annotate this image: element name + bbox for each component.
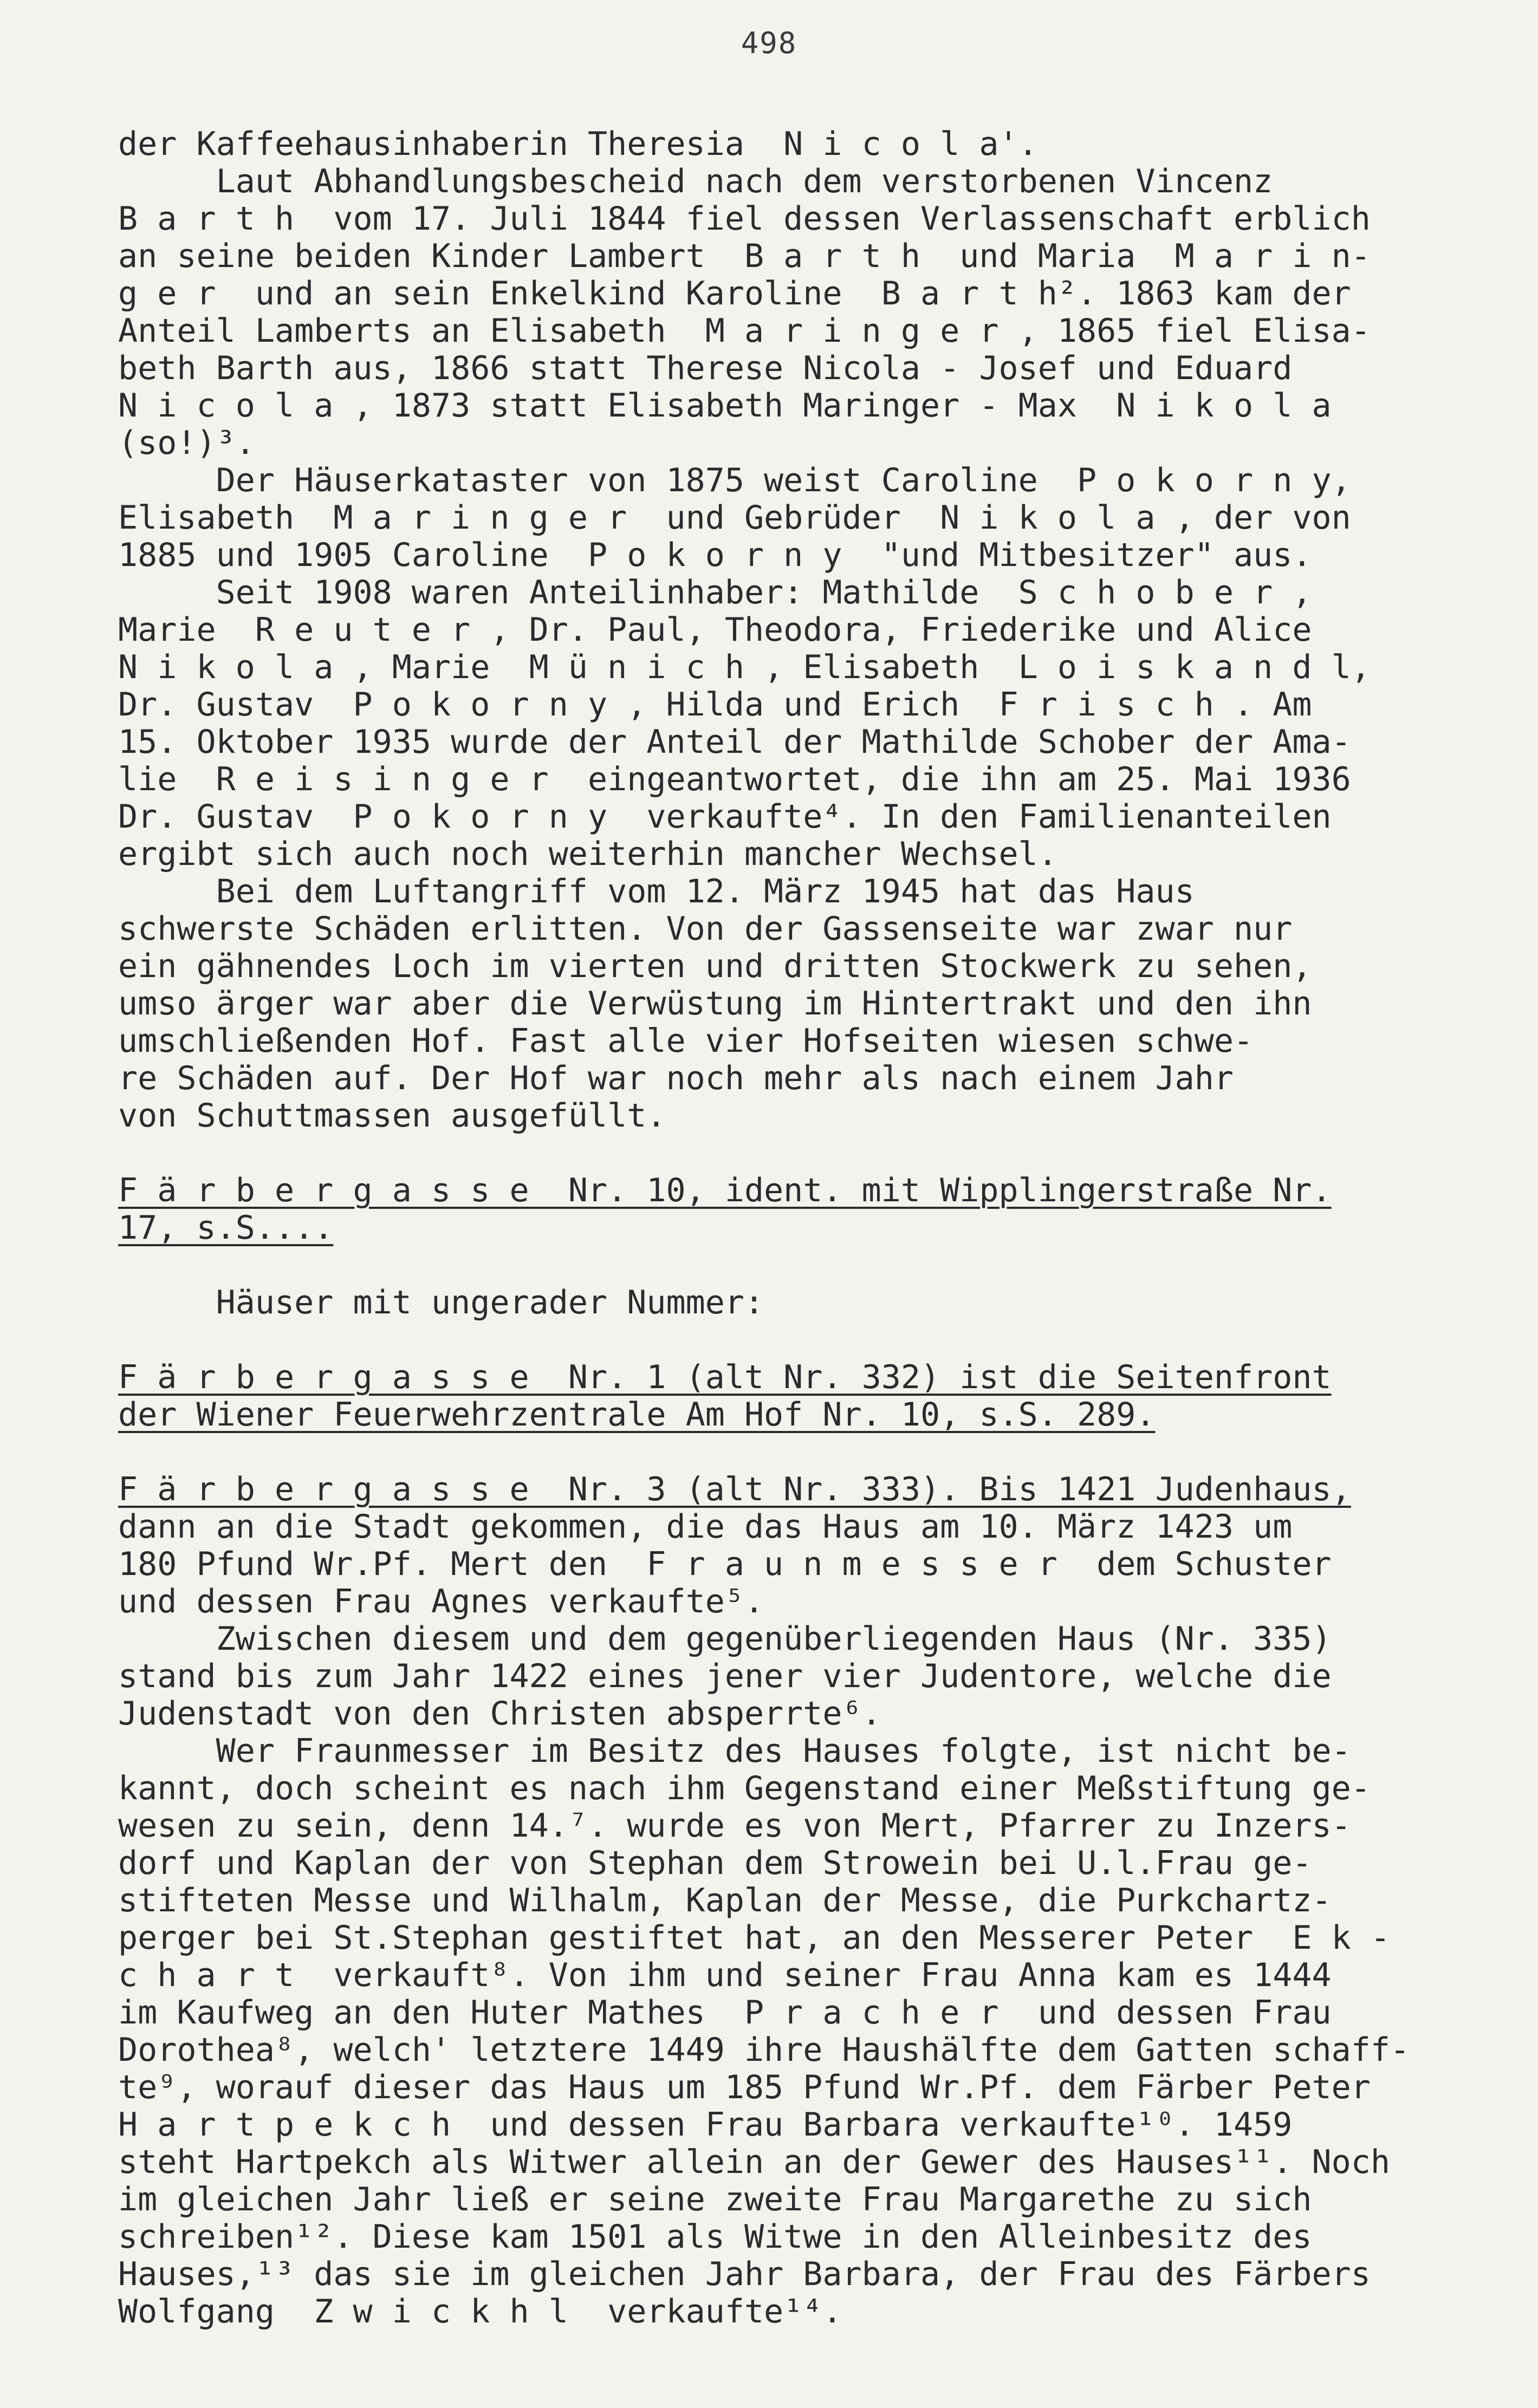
text-line: schwerste Schäden erlitten. Von der Gassenseite war zwar nur bbox=[118, 910, 1293, 948]
text-line: 15. Oktober 1935 wurde der Anteil der Mathilde Schober der Ama- bbox=[118, 723, 1351, 761]
text-line: g e r und an sein Enkelkind Karoline B a r t h². 1863 kam der bbox=[118, 275, 1351, 313]
body-text bbox=[118, 126, 1505, 2331]
text-line: (so!)³. bbox=[118, 424, 255, 462]
text-line: dorf und Kaplan der von Stephan dem Strowein bei U.l.Frau ge- bbox=[118, 1844, 1312, 1882]
text-line: Judenstadt von den Christen absperrte⁶. bbox=[118, 1695, 881, 1733]
text-line: dann an die Stadt gekommen, die das Haus am 10. März 1423 um bbox=[118, 1508, 1293, 1546]
text-line: H a r t p e k c h und dessen Frau Barbara verkaufte¹⁰. 1459 bbox=[118, 2106, 1293, 2144]
text-line: Laut Abhandlungsbescheid nach dem verstorbenen Vincenz bbox=[118, 162, 1273, 200]
text-line: an seine beiden Kinder Lambert B a r t h und Maria M a r i n- bbox=[118, 237, 1371, 275]
text-line: Bei dem Luftangriff vom 12. März 1945 hat das Haus bbox=[118, 873, 1195, 910]
text-line: schreiben¹². Diese kam 1501 als Witwe in den Alleinbesitz des bbox=[118, 2218, 1312, 2256]
text-line: stand bis zum Jahr 1422 eines jener vier Judentore, welche die bbox=[118, 1657, 1332, 1695]
text-line: stifteten Messe und Wilhalm, Kaplan der Messe, die Purkchartz- bbox=[118, 1882, 1332, 1919]
text-line: Hauses,¹³ das sie im gleichen Jahr Barbara, der Frau des Färbers bbox=[118, 2255, 1371, 2293]
blank-line bbox=[118, 1135, 1505, 1172]
text-line: umschließenden Hof. Fast alle vier Hofseiten wiesen schwe- bbox=[118, 1022, 1254, 1060]
text-line: wesen zu sein, denn 14.⁷. wurde es von Mert, Pfarrer zu Inzers- bbox=[118, 1807, 1351, 1845]
text-line: der Wiener Feuerwehrzentrale Am Hof Nr. 10, s.S. 289. bbox=[118, 1396, 1156, 1434]
page-number: 498 bbox=[741, 26, 797, 60]
text-line: und dessen Frau Agnes verkaufte⁵. bbox=[118, 1583, 764, 1620]
text-line: B a r t h vom 17. Juli 1844 fiel dessen Verlassenschaft erblich bbox=[118, 200, 1371, 238]
text-line: umso ärger war aber die Verwüstung im Hintertrakt und den ihn bbox=[118, 985, 1312, 1023]
blank-line bbox=[118, 1434, 1505, 1471]
text-line: Dr. Gustav P o k o r n y , Hilda und Erich F r i s c h . Am bbox=[118, 686, 1312, 724]
text-line: 1885 und 1905 Caroline P o k o r n y "und Mitbesitzer" aus. bbox=[118, 536, 1312, 574]
text-line: Wolfgang Z w i c k h l verkaufte¹⁴. bbox=[118, 2293, 842, 2331]
text-line: F ä r b e r g a s s e Nr. 10, ident. mit Wipplingerstraße Nr. bbox=[118, 1172, 1332, 1209]
text-line: ein gähnendes Loch im vierten und dritten Stockwerk zu sehen, bbox=[118, 947, 1312, 985]
text-line: 180 Pfund Wr.Pf. Mert den F r a u n m e s s e r dem Schuster bbox=[118, 1545, 1332, 1583]
text-line: Anteil Lamberts an Elisabeth M a r i n g e r , 1865 fiel Elisa- bbox=[118, 312, 1371, 350]
text-line: perger bei St.Stephan gestiftet hat, an den Messerer Peter E k - bbox=[118, 1919, 1390, 1957]
text-line: im Kaufweg an den Huter Mathes P r a c h e r und dessen Frau bbox=[118, 1994, 1332, 2032]
text-line: c h a r t verkauft⁸. Von ihm und seiner Frau Anna kam es 1444 bbox=[118, 1956, 1332, 1994]
text-line: Dorothea⁸, welch' letztere 1449 ihre Haushälfte dem Gatten schaff- bbox=[118, 2031, 1410, 2069]
text-line: 17, s.S.... bbox=[118, 1209, 334, 1247]
text-line: Zwischen diesem und dem gegenüberliegenden Haus (Nr. 335) bbox=[118, 1620, 1332, 1658]
text-line: lie R e i s i n g e r eingeantwortet, die ihn am 25. Mai 1936 bbox=[118, 760, 1351, 798]
text-line: Seit 1908 waren Anteilinhaber: Mathilde S c h o b e r , bbox=[118, 574, 1312, 611]
text-line: steht Hartpekch als Witwer allein an der Gewer des Hauses¹¹. Noch bbox=[118, 2143, 1390, 2181]
text-line: kannt, doch scheint es nach ihm Gegenstand einer Meßstiftung ge- bbox=[118, 1769, 1371, 1807]
blank-line bbox=[118, 1247, 1505, 1284]
text-line: te⁹, worauf dieser das Haus um 185 Pfund Wr.Pf. dem Färber Peter bbox=[118, 2068, 1371, 2106]
text-line: Elisabeth M a r i n g e r und Gebrüder N i k o l a , der von bbox=[118, 499, 1351, 537]
text-line: Marie R e u t e r , Dr. Paul, Theodora, Friederike und Alice bbox=[118, 611, 1312, 649]
text-line: F ä r b e r g a s s e Nr. 1 (alt Nr. 332) ist die Seitenfront bbox=[118, 1358, 1332, 1396]
text-line: ergibt sich auch noch weiterhin mancher Wechsel. bbox=[118, 835, 1057, 873]
text-line: von Schuttmassen ausgefüllt. bbox=[118, 1097, 666, 1135]
text-line: N i k o l a , Marie M ü n i c h , Elisabeth L o i s k a n d l, bbox=[118, 648, 1371, 686]
text-line: N i c o l a , 1873 statt Elisabeth Maringer - Max N i k o l a bbox=[118, 387, 1332, 425]
text-line: beth Barth aus, 1866 statt Therese Nicola - Josef und Eduard bbox=[118, 349, 1293, 387]
text-line: Dr. Gustav P o k o r n y verkaufte⁴. In den Familienanteilen bbox=[118, 798, 1332, 836]
text-line: im gleichen Jahr ließ er seine zweite Frau Margarethe zu sich bbox=[118, 2181, 1312, 2218]
text-line: F ä r b e r g a s s e Nr. 3 (alt Nr. 333). Bis 1421 Judenhaus, bbox=[118, 1470, 1351, 1508]
text-line: Häuser mit ungerader Nummer: bbox=[118, 1284, 764, 1322]
text-line: der Kaffeehausinhaberin Theresia N i c o l a'. bbox=[118, 125, 1038, 163]
text-line: Der Häuserkataster von 1875 weist Caroline P o k o r n y, bbox=[118, 461, 1351, 499]
text-line: Wer Fraunmesser im Besitz des Hauses folgte, ist nicht be- bbox=[118, 1732, 1351, 1770]
text-line: re Schäden auf. Der Hof war noch mehr als nach einem Jahr bbox=[118, 1059, 1234, 1097]
blank-line bbox=[118, 1322, 1505, 1359]
